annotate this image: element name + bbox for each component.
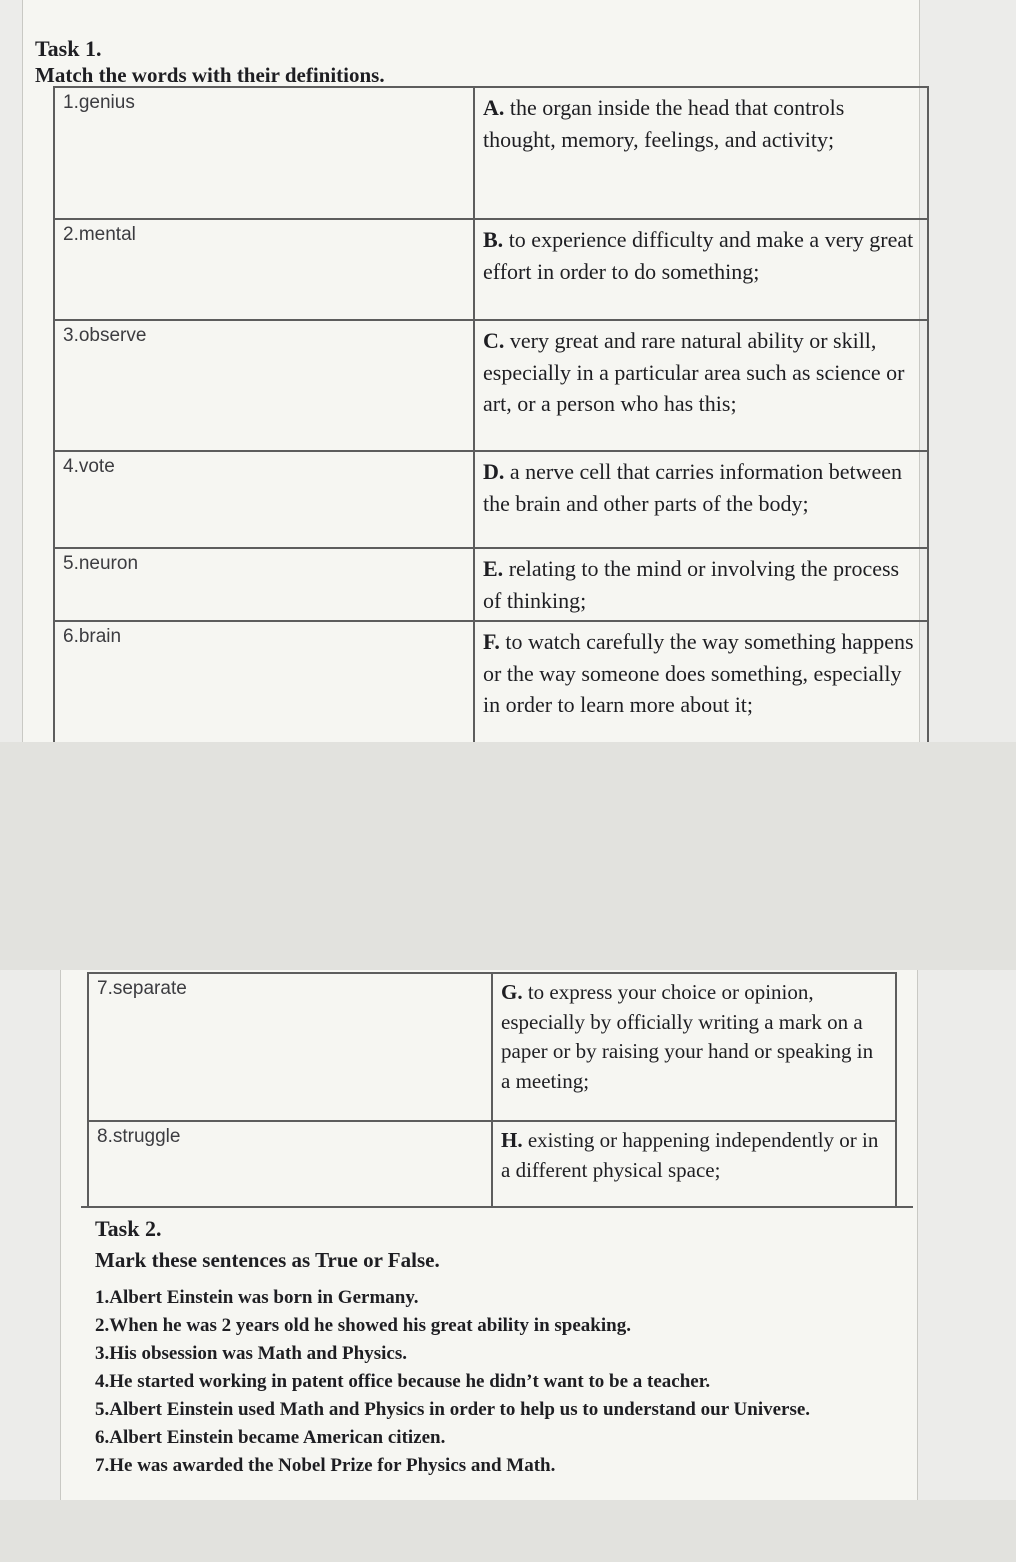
table-row <box>88 973 896 1121</box>
worksheet-page-2 <box>60 970 918 1500</box>
task1-instruction: Match the words with their definitions. <box>35 63 385 87</box>
definition-text: very great and rare natural ability or skill, especially in a particular area such as science or art, or a person who has this; <box>483 328 905 416</box>
word-cell: 8.struggle <box>88 1121 492 1207</box>
worksheet-page-1 <box>22 0 920 742</box>
list-item: 5.Albert Einstein used Math and Physics in order to help us to understand our Universe. <box>95 1399 811 1420</box>
word-cell: 6.brain <box>54 621 474 749</box>
table-row <box>54 451 928 548</box>
page-gap <box>0 742 1016 970</box>
word-cell: 1.genius <box>54 87 474 219</box>
task1-title: Task 1. <box>35 36 102 61</box>
definition-text: to watch carefully the way something happens or the way someone does something, especially in order to learn more about it; <box>483 629 914 717</box>
definition-letter: E. <box>483 556 504 581</box>
definition-cell <box>474 548 928 621</box>
definition-letter: G. <box>501 980 523 1004</box>
word-cell: 2.mental <box>54 219 474 320</box>
task2-instruction: Mark these sentences as True or False. <box>95 1248 440 1272</box>
definition-cell <box>474 621 928 749</box>
definition-cell <box>474 219 928 320</box>
table-row <box>88 1121 896 1207</box>
word-cell: 3.observe <box>54 320 474 451</box>
definition-letter: B. <box>483 227 504 252</box>
list-item: 7.He was awarded the Nobel Prize for Physics and Math. <box>95 1455 556 1476</box>
word-cell: 4.vote <box>54 451 474 548</box>
task2-section <box>81 1206 913 1500</box>
definition-cell <box>492 1121 896 1207</box>
definition-letter: H. <box>501 1128 523 1152</box>
list-item: 4.He started working in patent office because he didn’t want to be a teacher. <box>95 1371 711 1392</box>
definition-text: relating to the mind or involving the process of thinking; <box>483 556 900 613</box>
definition-cell <box>474 451 928 548</box>
word-cell: 5.neuron <box>54 548 474 621</box>
list-item: 3.His obsession was Math and Physics. <box>95 1343 407 1364</box>
table-row <box>54 548 928 621</box>
definition-text: the organ inside the head that controls thought, memory, feelings, and activity; <box>483 95 845 152</box>
matching-table-continued <box>87 972 897 1208</box>
page-gap <box>0 1500 1016 1562</box>
definition-letter: C. <box>483 328 505 353</box>
definition-cell <box>474 320 928 451</box>
table-row <box>54 320 928 451</box>
list-item: 6.Albert Einstein became American citizen. <box>95 1427 446 1448</box>
definition-text: a nerve cell that carries information between the brain and other parts of the body; <box>483 459 903 516</box>
definition-cell <box>492 973 896 1121</box>
list-item: 2.When he was 2 years old he showed his great ability in speaking. <box>95 1315 631 1336</box>
list-item: 1.Albert Einstein was born in Germany. <box>95 1287 419 1308</box>
matching-table <box>53 86 929 750</box>
word-cell: 7.separate <box>88 973 492 1121</box>
task2-title: Task 2. <box>95 1216 162 1241</box>
definition-letter: D. <box>483 459 505 484</box>
table-row <box>54 87 928 219</box>
true-false-list <box>95 1284 905 1480</box>
definition-cell <box>474 87 928 219</box>
definition-text: to express your choice or opinion, especially by officially writing a mark on a paper or by raising your hand or speaking in a meeting; <box>501 980 874 1093</box>
table-row <box>54 621 928 749</box>
definition-letter: F. <box>483 629 500 654</box>
table-row <box>54 219 928 320</box>
definition-text: existing or happening independently or in a different physical space; <box>501 1128 879 1182</box>
definition-letter: A. <box>483 95 505 120</box>
definition-text: to experience difficulty and make a very great effort in order to do something; <box>483 227 914 284</box>
